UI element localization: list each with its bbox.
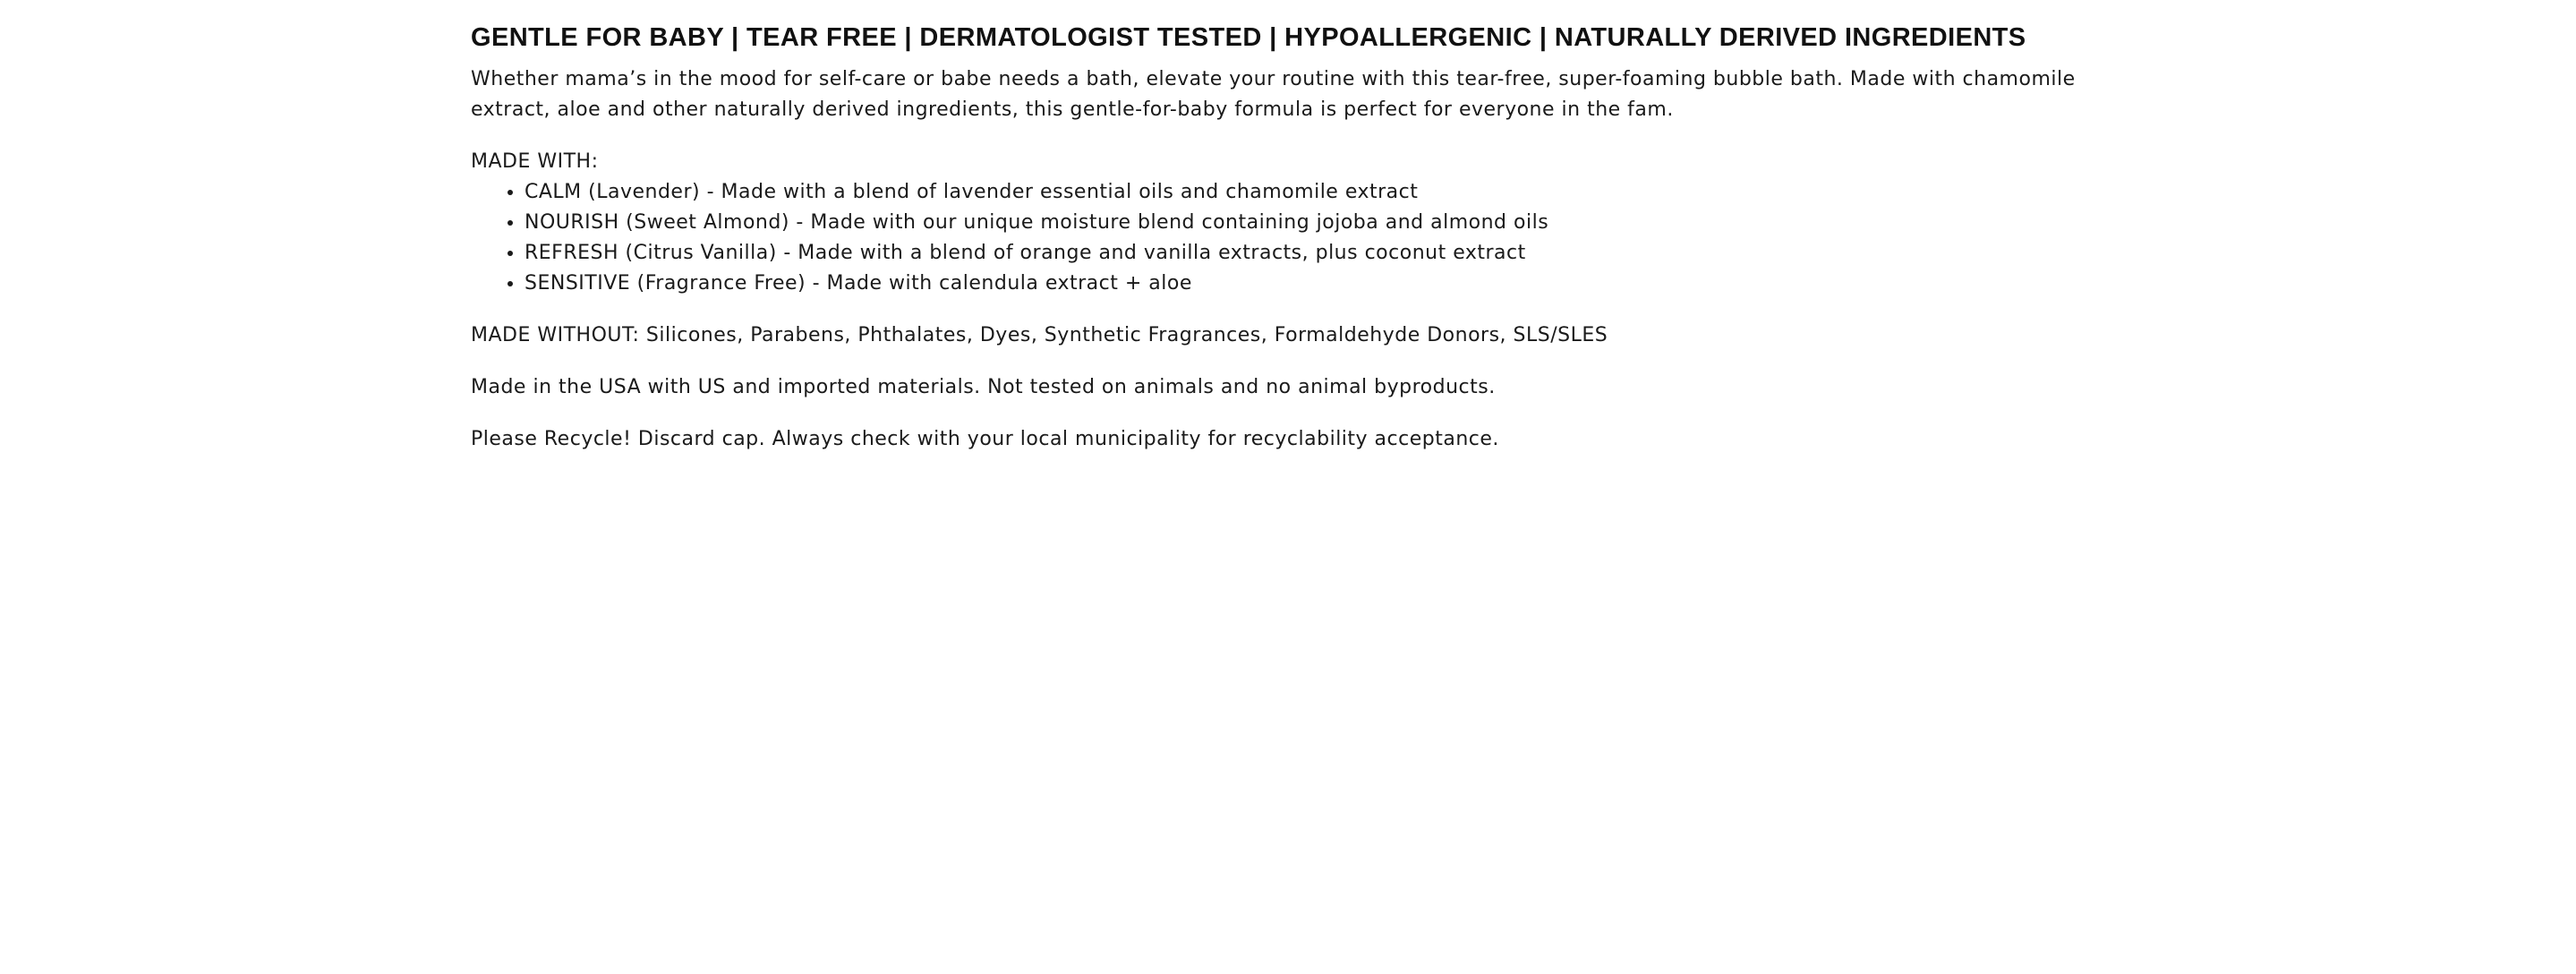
list-item: • CALM (Lavender) - Made with a blend of lavender essential oils and chamomile extract [525,177,2091,208]
list-item: • REFRESH (Citrus Vanilla) - Made with a blend of orange and vanilla extracts, plus coconut extract [525,238,2091,269]
product-intro-paragraph: Whether mama’s in the mood for self-care or babe needs a bath, elevate your routine with this tear-free, super-foaming bubble bath. Made with chamomile extract, aloe and other naturally derived ingredients, this gentle-for-baby formula is perfect for everyone in the fam. [471,68,2076,121]
product-claims-headline: GENTLE FOR BABY | TEAR FREE | DERMATOLOGIST TESTED | HYPOALLERGENIC | NATURALLY DERIVED INGREDIENTS [471,23,2026,52]
made-in-paragraph: Made in the USA with US and imported materials. Not tested on animals and no animal byproducts. [471,376,1496,398]
recycle-paragraph: Please Recycle! Discard cap. Always check with your local municipality for recyclability acceptance. [471,428,1499,450]
made-with-label: MADE WITH: [471,150,599,173]
made-with-list [471,177,2091,299]
list-item: • NOURISH (Sweet Almond) - Made with our unique moisture blend containing jojoba and almond oils [525,208,2091,238]
product-details-section [471,0,2091,455]
list-item: • SENSITIVE (Fragrance Free) - Made with calendula extract + aloe [525,269,2091,299]
made-without-paragraph: MADE WITHOUT: Silicones, Parabens, Phthalates, Dyes, Synthetic Fragrances, Formaldehyde Donors, SLS/SLES [471,324,1608,346]
